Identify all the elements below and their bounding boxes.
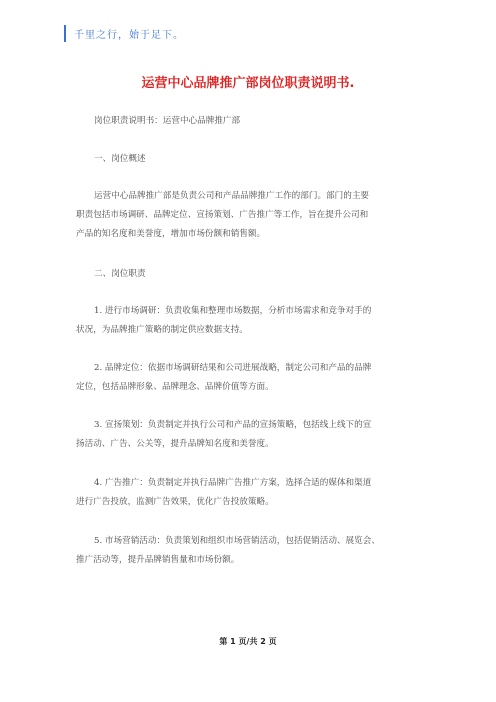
intro-line [76,112,436,131]
duty-1-line-2: 状况，为品牌推广策略的制定供应数据支持。 [76,325,248,335]
duty-4-line-2: 进行广告投放，监测广告效果，优化广告投放策略。 [76,497,274,507]
duty-4-line-1: 4. 广告推广：负责制定并执行品牌广告推广方案，选择合适的媒体和渠道 [94,478,372,488]
duty-item-4 [76,474,436,512]
section1-heading-text: 一、岗位概述 [94,154,146,164]
duty-item-5 [76,532,436,570]
overview-line-3: 产品的知名度和美誉度，增加市场份额和销售额。 [76,229,266,239]
duty-2-line-2: 定位，包括品牌形象、品牌理念、品牌价值等方面。 [76,382,274,392]
duty-3-line-2: 扬活动、广告、公关等，提升品牌知名度和美誉度。 [76,439,274,449]
overview-paragraph [76,187,436,244]
intro-text: 岗位职责说明书：运营中心品牌推广部 [94,116,241,126]
duty-item-3 [76,416,436,454]
duty-3-line-1: 3. 宣扬策划：负责制定并执行公司和产品的宣扬策略，包括线上线下的宣 [94,420,372,430]
overview-line-1: 运营中心品牌推广部是负责公司和产品品牌推广工作的部门。部门的主要 [94,191,370,201]
section1-heading [76,150,436,169]
duty-5-line-1: 5. 市场营销活动：负责策划和组织市场营销活动，包括促销活动、展览会、 [94,536,380,546]
section2-heading-text: 二、岗位职责 [94,269,146,279]
duty-5-line-2: 推广活动等，提升品牌销售量和市场份额。 [76,555,240,565]
header-accent-bar [64,25,66,42]
document-title: 运营中心品牌推广部岗位职责说明书. [141,76,355,91]
section2-heading [76,265,436,284]
header-motto: 千里之行，始于足下。 [74,30,184,41]
duty-item-2 [76,359,436,397]
duty-1-line-1: 1. 进行市场调研：负责收集和整理市场数据，分析市场需求和竞争对手的 [94,306,372,316]
duty-2-line-1: 2. 品牌定位：依据市场调研结果和公司进展战略，制定公司和产品的品牌 [94,363,372,373]
page-number: 第 1 页/共 2 页 [219,637,277,646]
duty-item-1 [76,302,436,340]
overview-line-2: 职责包括市场调研、品牌定位、宣扬策划、广告推广等工作，旨在提升公司和 [76,210,369,220]
